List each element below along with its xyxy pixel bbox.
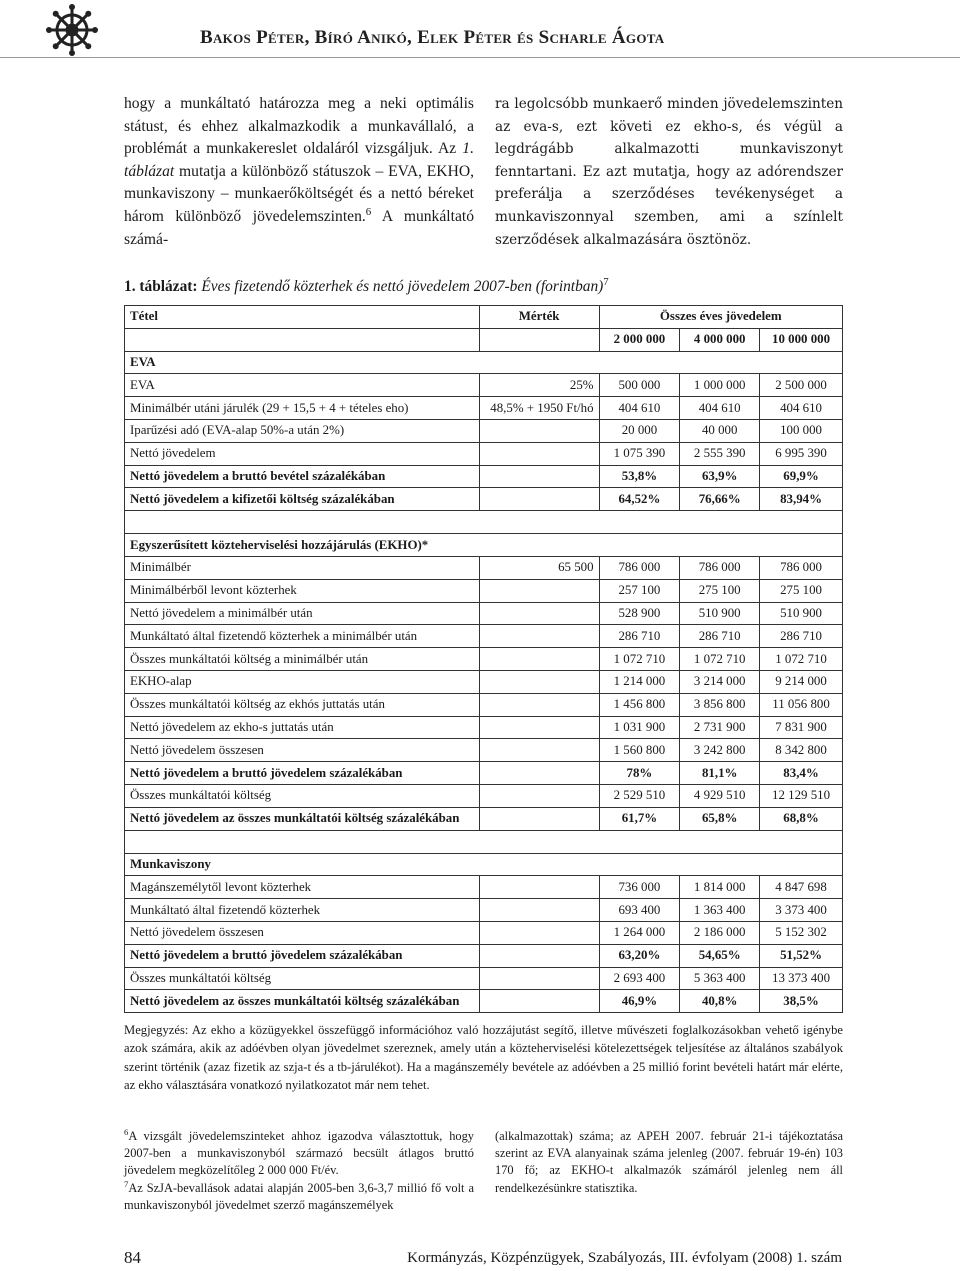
- body-text: A munkáltató számá-: [124, 207, 474, 248]
- row-value: 3 242 800: [680, 739, 760, 762]
- section-title-row: [125, 351, 843, 374]
- row-label: Nettó jövedelem az ekho-s juttatás után: [125, 716, 480, 739]
- row-rate: [479, 579, 599, 602]
- table-row: [125, 693, 843, 716]
- tax-burden-table: [124, 305, 843, 1013]
- table-row: [125, 625, 843, 648]
- section-title: EVA: [125, 351, 843, 374]
- body-text: hogy a munkáltató határozza meg a neki optimális státust, és ehhez alkalmazkodik a munkavállaló, a problémát a munkakereslet oldaláról vizsgáljuk. Az: [124, 95, 474, 158]
- row-label: Nettó jövedelem összesen: [125, 921, 480, 944]
- row-label: EVA: [125, 374, 480, 397]
- row-value: 65,8%: [680, 807, 760, 830]
- body-text: ra legolcsóbb munkaerő minden jövedelemszinten az eva-s, ezt követi ez ekho-s, és végül a legdrágább alkalmazotti munkaviszonyt fenntartani. Ez azt mutatja, hogy az adórendszer preferálja a szerződéses tevékenységet a munkaviszonnyal szemben, ami a színlelt szerződések alkalmazására ösztönöz.: [495, 96, 843, 248]
- row-value: 6 995 390: [760, 442, 843, 465]
- section-title: Egyszerűsített közteherviselési hozzájárulás (EKHO)*: [125, 534, 843, 557]
- row-value: 286 710: [680, 625, 760, 648]
- row-value: 286 710: [599, 625, 680, 648]
- row-value: 81,1%: [680, 762, 760, 785]
- row-value: 1 214 000: [599, 670, 680, 693]
- row-label: Összes munkáltatói költség az ekhós juttatás után: [125, 693, 480, 716]
- income-level: 10 000 000: [760, 328, 843, 351]
- row-value: 54,65%: [680, 944, 760, 967]
- table-row: [125, 784, 843, 807]
- row-value: 786 000: [760, 556, 843, 579]
- table-caption-title: Éves fizetendő közterhek és nettó jövedelem 2007-ben (forintban): [201, 278, 604, 295]
- row-value: 1 000 000: [680, 374, 760, 397]
- row-label: Nettó jövedelem az összes munkáltatói költség százalékában: [125, 807, 480, 830]
- row-value: 3 214 000: [680, 670, 760, 693]
- row-label: Nettó jövedelem összesen: [125, 739, 480, 762]
- table-row: [125, 465, 843, 488]
- table-row: [125, 899, 843, 922]
- row-value: 51,52%: [760, 944, 843, 967]
- row-value: 786 000: [680, 556, 760, 579]
- row-value: 8 342 800: [760, 739, 843, 762]
- row-value: 1 456 800: [599, 693, 680, 716]
- header-rate: Mérték: [479, 306, 599, 329]
- footnote-number: 7: [124, 1178, 129, 1189]
- row-rate: [479, 990, 599, 1013]
- row-value: 4 847 698: [760, 876, 843, 899]
- footnote-ref-7[interactable]: 7: [603, 275, 609, 288]
- row-label: Nettó jövedelem a bruttó bevétel százalékában: [125, 465, 480, 488]
- footnotes-left: [124, 1128, 474, 1214]
- row-value: 63,9%: [680, 465, 760, 488]
- row-rate: [479, 442, 599, 465]
- spacer-cell: [125, 511, 843, 534]
- row-value: 1 264 000: [599, 921, 680, 944]
- row-value: 83,4%: [760, 762, 843, 785]
- row-value: 2 731 900: [680, 716, 760, 739]
- table-note: Megjegyzés: Az ekho a közügyekkel összefüggő információhoz való hozzájutást segítő, illetve művészeti foglalkozásokban vehető igénybe azok számára, akik az adóévben olyan jövedelmet szereznek, amely után a közteherviselési kötelezettségek teljesítése az általános szabályok szerint történik (azaz fizetik az szja-t és a tb-járulékot). Ha a magánszemély bevétele az adóévben a 25 millió forint bevételi határt már elérte, az ekho választására vonatkozó nyilatkozatot már nem tehet.: [124, 1023, 843, 1093]
- row-value: 404 610: [680, 397, 760, 420]
- table-row: [125, 876, 843, 899]
- row-value: 83,94%: [760, 488, 843, 511]
- row-value: 528 900: [599, 602, 680, 625]
- table-row: [125, 442, 843, 465]
- table-row: [125, 648, 843, 671]
- row-value: 275 100: [680, 579, 760, 602]
- table-row: [125, 419, 843, 442]
- table-caption: [124, 275, 609, 296]
- running-head: Bakos Péter, Bíró Anikó, Elek Péter és Scharle Ágota: [200, 27, 665, 48]
- footnote-ref-6[interactable]: 6: [365, 205, 372, 218]
- table-header-row: [125, 306, 843, 329]
- row-rate: [479, 784, 599, 807]
- body-text: mutatja a különböző státuszok – EVA, EKHO, munkaviszony – munkaerőköltségét és a nettó béreket három különböző jövedelemszinten.: [124, 162, 474, 225]
- footnote-number: 6: [124, 1126, 129, 1137]
- row-label: EKHO-alap: [125, 670, 480, 693]
- row-label: Összes munkáltatói költség: [125, 967, 480, 990]
- row-value: 2 529 510: [599, 784, 680, 807]
- row-rate: 65 500: [479, 556, 599, 579]
- table-row: [125, 739, 843, 762]
- row-label: Iparűzési adó (EVA-alap 50%-a után 2%): [125, 419, 480, 442]
- row-rate: [479, 739, 599, 762]
- section-title: Munkaviszony: [125, 853, 843, 876]
- row-value: 68,8%: [760, 807, 843, 830]
- table-row: [125, 762, 843, 785]
- row-value: 9 214 000: [760, 670, 843, 693]
- row-value: 53,8%: [599, 465, 680, 488]
- spacer-row: [125, 511, 843, 534]
- row-value: 78%: [599, 762, 680, 785]
- row-rate: 48,5% + 1950 Ft/hó: [479, 397, 599, 420]
- row-value: 4 929 510: [680, 784, 760, 807]
- row-value: 404 610: [599, 397, 680, 420]
- row-rate: [479, 488, 599, 511]
- row-value: 2 186 000: [680, 921, 760, 944]
- table-row: [125, 488, 843, 511]
- row-value: 1 363 400: [680, 899, 760, 922]
- header-item: Tétel: [125, 306, 480, 329]
- body-column-left: [124, 93, 474, 251]
- table-row: [125, 397, 843, 420]
- empty-cell: [479, 328, 599, 351]
- table-row: [125, 967, 843, 990]
- footnotes-right: [495, 1128, 843, 1197]
- ship-wheel-logo-icon: [46, 4, 98, 56]
- row-rate: [479, 693, 599, 716]
- row-value: 20 000: [599, 419, 680, 442]
- row-label: Nettó jövedelem a minimálbér után: [125, 602, 480, 625]
- header-rule: [0, 57, 960, 58]
- row-rate: 25%: [479, 374, 599, 397]
- table-row: [125, 670, 843, 693]
- spacer-cell: [125, 830, 843, 853]
- row-label: Összes munkáltatói költség: [125, 784, 480, 807]
- table-row: [125, 374, 843, 397]
- row-value: 63,20%: [599, 944, 680, 967]
- row-value: 1 560 800: [599, 739, 680, 762]
- table-row: [125, 602, 843, 625]
- row-value: 40,8%: [680, 990, 760, 1013]
- row-value: 64,52%: [599, 488, 680, 511]
- row-value: 46,9%: [599, 990, 680, 1013]
- row-value: 1 072 710: [680, 648, 760, 671]
- empty-cell: [125, 328, 480, 351]
- row-value: 404 610: [760, 397, 843, 420]
- row-value: 786 000: [599, 556, 680, 579]
- row-rate: [479, 716, 599, 739]
- section-title-row: [125, 853, 843, 876]
- row-label: Munkáltató által fizetendő közterhek a minimálbér után: [125, 625, 480, 648]
- row-value: 100 000: [760, 419, 843, 442]
- table-reference: 1. táblázat: [124, 140, 474, 180]
- row-value: 2 555 390: [680, 442, 760, 465]
- row-value: 510 900: [760, 602, 843, 625]
- row-rate: [479, 807, 599, 830]
- footnote-7-continued: (alkalmazottak) száma; az APEH 2007. február 21-i tájékoztatása szerint az EVA alanyainak száma jelenleg (2007. február 19-én) 103 170 fő; az EKHO-t alkalmazók számáról jelenleg nem áll rendelkezésünkre statisztika.: [495, 1129, 843, 1195]
- row-value: 2 500 000: [760, 374, 843, 397]
- row-value: 500 000: [599, 374, 680, 397]
- row-rate: [479, 921, 599, 944]
- row-value: 69,9%: [760, 465, 843, 488]
- row-value: 11 056 800: [760, 693, 843, 716]
- row-label: Minimálbérből levont közterhek: [125, 579, 480, 602]
- table-caption-label: 1. táblázat:: [124, 278, 198, 295]
- row-rate: [479, 762, 599, 785]
- row-value: 13 373 400: [760, 967, 843, 990]
- row-label: Minimálbér utáni járulék (29 + 15,5 + 4 + tételes eho): [125, 397, 480, 420]
- table-row: [125, 716, 843, 739]
- footnote-6: A vizsgált jövedelemszinteket ahhoz igazodva választottuk, hogy 2007-ben a munkaviszonyból származó becsült átlagos bruttó jövedelem megközelítőleg 2 000 000 Ft/év.: [124, 1129, 474, 1178]
- body-column-right: [495, 93, 843, 251]
- income-level: 4 000 000: [680, 328, 760, 351]
- row-value: 2 693 400: [599, 967, 680, 990]
- table-row: [125, 921, 843, 944]
- row-rate: [479, 419, 599, 442]
- table-row: [125, 990, 843, 1013]
- table-row: [125, 579, 843, 602]
- row-value: 61,7%: [599, 807, 680, 830]
- income-level: 2 000 000: [599, 328, 680, 351]
- table-row: [125, 807, 843, 830]
- row-label: Nettó jövedelem az összes munkáltatói költség százalékában: [125, 990, 480, 1013]
- row-rate: [479, 899, 599, 922]
- row-label: Nettó jövedelem a bruttó jövedelem százalékában: [125, 762, 480, 785]
- table-levels-row: [125, 328, 843, 351]
- table-row: [125, 556, 843, 579]
- row-label: Összes munkáltatói költség a minimálbér után: [125, 648, 480, 671]
- row-rate: [479, 876, 599, 899]
- row-rate: [479, 648, 599, 671]
- row-value: 5 152 302: [760, 921, 843, 944]
- row-value: 1 072 710: [760, 648, 843, 671]
- header-income: Összes éves jövedelem: [599, 306, 842, 329]
- row-label: Minimálbér: [125, 556, 480, 579]
- row-label: Nettó jövedelem a bruttó jövedelem százalékában: [125, 944, 480, 967]
- row-rate: [479, 967, 599, 990]
- row-value: 1 031 900: [599, 716, 680, 739]
- row-value: 7 831 900: [760, 716, 843, 739]
- row-value: 3 856 800: [680, 693, 760, 716]
- footnote-7: Az SzJA-bevallások adatai alapján 2005-ben 3,6-3,7 millió fő volt a munkaviszonyból jövedelmet szerző magánszemélyek: [124, 1180, 474, 1212]
- table-row: [125, 944, 843, 967]
- row-rate: [479, 944, 599, 967]
- row-value: 736 000: [599, 876, 680, 899]
- section-title-row: [125, 534, 843, 557]
- row-value: 1 814 000: [680, 876, 760, 899]
- row-label: Magánszemélytől levont közterhek: [125, 876, 480, 899]
- row-rate: [479, 670, 599, 693]
- row-value: 286 710: [760, 625, 843, 648]
- journal-footer: Kormányzás, Közpénzügyek, Szabályozás, III. évfolyam (2008) 1. szám: [407, 1250, 842, 1266]
- row-value: 3 373 400: [760, 899, 843, 922]
- row-value: 257 100: [599, 579, 680, 602]
- row-rate: [479, 465, 599, 488]
- row-value: 1 075 390: [599, 442, 680, 465]
- row-value: 76,66%: [680, 488, 760, 511]
- row-rate: [479, 625, 599, 648]
- page-number: 84: [124, 1248, 141, 1267]
- row-value: 510 900: [680, 602, 760, 625]
- row-value: 275 100: [760, 579, 843, 602]
- row-value: 1 072 710: [599, 648, 680, 671]
- row-rate: [479, 602, 599, 625]
- spacer-row: [125, 830, 843, 853]
- row-value: 693 400: [599, 899, 680, 922]
- row-value: 38,5%: [760, 990, 843, 1013]
- row-value: 12 129 510: [760, 784, 843, 807]
- row-label: Nettó jövedelem a kifizetői költség százalékában: [125, 488, 480, 511]
- row-label: Nettó jövedelem: [125, 442, 480, 465]
- row-label: Munkáltató által fizetendő közterhek: [125, 899, 480, 922]
- row-value: 5 363 400: [680, 967, 760, 990]
- row-value: 40 000: [680, 419, 760, 442]
